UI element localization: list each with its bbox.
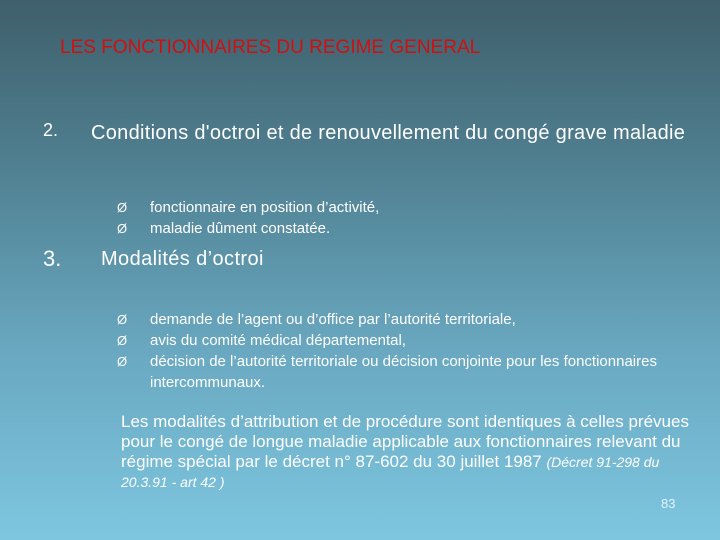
slide-title: LES FONCTIONNAIRES DU REGIME GENERAL	[60, 37, 481, 58]
section-number: 2.	[43, 120, 59, 140]
arrow-bullet-icon: Ø	[117, 312, 128, 327]
note-reference: (Décret 91-298 du 20.3.91 - art 42 )	[121, 454, 660, 490]
bullet-list	[117, 309, 677, 393]
list-item	[117, 309, 677, 330]
section-heading: Modalités d’octroi	[101, 248, 264, 270]
section-number: 3.	[43, 246, 62, 271]
arrow-bullet-icon: Ø	[117, 354, 128, 369]
arrow-bullet-icon: Ø	[117, 221, 128, 236]
bullet-list	[117, 197, 677, 239]
list-item	[117, 330, 677, 351]
list-item	[117, 197, 677, 218]
note-paragraph	[121, 412, 691, 492]
arrow-bullet-icon: Ø	[117, 333, 128, 348]
list-item-text: décision de l’autorité territoriale ou décision conjointe pour les fonctionnaires intercommunaux.	[150, 353, 657, 391]
list-item-text: maladie dûment constatée.	[150, 220, 331, 237]
arrow-bullet-icon: Ø	[117, 200, 128, 215]
list-item-text: demande de l’agent ou d’office par l’autorité territoriale,	[150, 311, 516, 328]
list-item	[117, 218, 677, 239]
list-item-text: fonctionnaire en position d’activité,	[150, 199, 380, 216]
note-text: Les modalités d’attribution et de procédure sont identiques à celles prévues pour le congé de longue maladie applicable aux fonctionnaires relevant du régime spécial par le décret n° 87-602 du 30 juillet 1987	[121, 412, 689, 471]
page-number: 83	[661, 496, 676, 511]
list-item	[117, 351, 677, 393]
list-item-text: avis du comité médical départemental,	[150, 332, 406, 349]
section-heading: Conditions d'octroi et de renouvellement du congé grave maladie	[91, 122, 686, 144]
